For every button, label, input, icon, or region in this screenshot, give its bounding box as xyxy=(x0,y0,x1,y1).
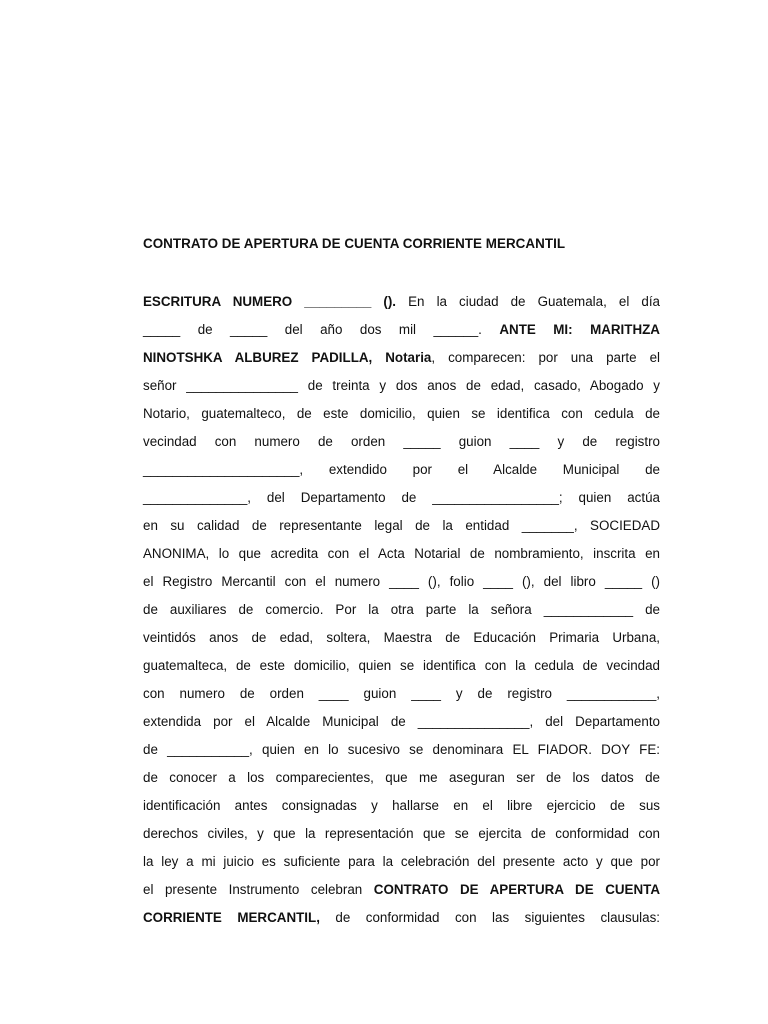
body-text-bold: ANTE MI: MARITHZA xyxy=(499,322,660,337)
body-line xyxy=(143,680,660,708)
body-line xyxy=(143,540,660,568)
body-text: señor _______________ de treinta y dos anos de edad, casado, Abogado y xyxy=(143,378,660,393)
document-title: CONTRATO DE APERTURA DE CUENTA CORRIENTE MERCANTIL xyxy=(143,236,566,251)
body-text: veintidós anos de edad, soltera, Maestra de Educación Primaria Urbana, xyxy=(143,630,660,645)
body-text: vecindad con numero de orden _____ guion ____ y de registro xyxy=(143,434,660,449)
body-text: En la ciudad de Guatemala, el día xyxy=(396,294,660,309)
body-text: el Registro Mercantil con el numero ____ (), folio ____ (), del libro _____ () xyxy=(143,574,660,589)
body-line xyxy=(143,568,660,596)
body-text: de ___________, quien en lo sucesivo se denominara EL FIADOR. DOY FE: xyxy=(143,742,660,757)
body-line xyxy=(143,484,660,512)
body-text: identificación antes consignadas y hallarse en el libre ejercicio de sus xyxy=(143,798,660,813)
body-text-bold: ESCRITURA NUMERO _________ (). xyxy=(143,294,397,309)
body-line xyxy=(143,820,660,848)
body-text-bold: CONTRATO DE APERTURA DE CUENTA xyxy=(373,882,660,897)
body-text: , comparecen: por una parte el xyxy=(431,350,660,365)
document-body xyxy=(143,288,660,932)
body-text-bold: CORRIENTE MERCANTIL, xyxy=(143,910,320,925)
body-text-bold: NINOTSHKA ALBUREZ PADILLA, Notaria xyxy=(143,350,432,365)
body-text: ANONIMA, lo que acredita con el Acta Notarial de nombramiento, inscrita en xyxy=(143,546,660,561)
body-text: el presente Instrumento celebran xyxy=(143,882,374,897)
body-text: Notario, guatemalteco, de este domicilio, quien se identifica con cedula de xyxy=(143,406,660,421)
body-text: ______________, del Departamento de _________________; quien actúa xyxy=(143,490,660,505)
body-line xyxy=(143,428,660,456)
body-text: de auxiliares de comercio. Por la otra parte la señora ____________ de xyxy=(143,602,660,617)
body-line xyxy=(143,848,660,876)
body-text: derechos civiles, y que la representación que se ejercita de conformidad con xyxy=(143,826,660,841)
body-line xyxy=(143,372,660,400)
body-line xyxy=(143,316,660,344)
body-text: en su calidad de representante legal de la entidad _______, SOCIEDAD xyxy=(143,518,660,533)
body-line xyxy=(143,596,660,624)
body-text: _____________________, extendido por el Alcalde Municipal de xyxy=(143,462,660,477)
body-text: de conformidad con las siguientes clausulas: xyxy=(319,910,660,925)
body-text: la ley a mi juicio es suficiente para la celebración del presente acto y que por xyxy=(143,854,660,869)
body-text: extendida por el Alcalde Municipal de _______________, del Departamento xyxy=(143,714,660,729)
body-line xyxy=(143,764,660,792)
body-line xyxy=(143,624,660,652)
body-line xyxy=(143,288,660,316)
body-line xyxy=(143,512,660,540)
body-line xyxy=(143,876,660,904)
body-line xyxy=(143,736,660,764)
body-line xyxy=(143,792,660,820)
body-text: de conocer a los comparecientes, que me aseguran ser de los datos de xyxy=(143,770,660,785)
body-line xyxy=(143,904,660,932)
body-line xyxy=(143,344,660,372)
body-line xyxy=(143,400,660,428)
body-text: guatemalteca, de este domicilio, quien se identifica con la cedula de vecindad xyxy=(143,658,660,673)
body-line xyxy=(143,652,660,680)
body-line xyxy=(143,456,660,484)
body-text: _____ de _____ del año dos mil ______. xyxy=(143,322,500,337)
body-text: con numero de orden ____ guion ____ y de registro ____________, xyxy=(143,686,660,701)
body-line xyxy=(143,708,660,736)
